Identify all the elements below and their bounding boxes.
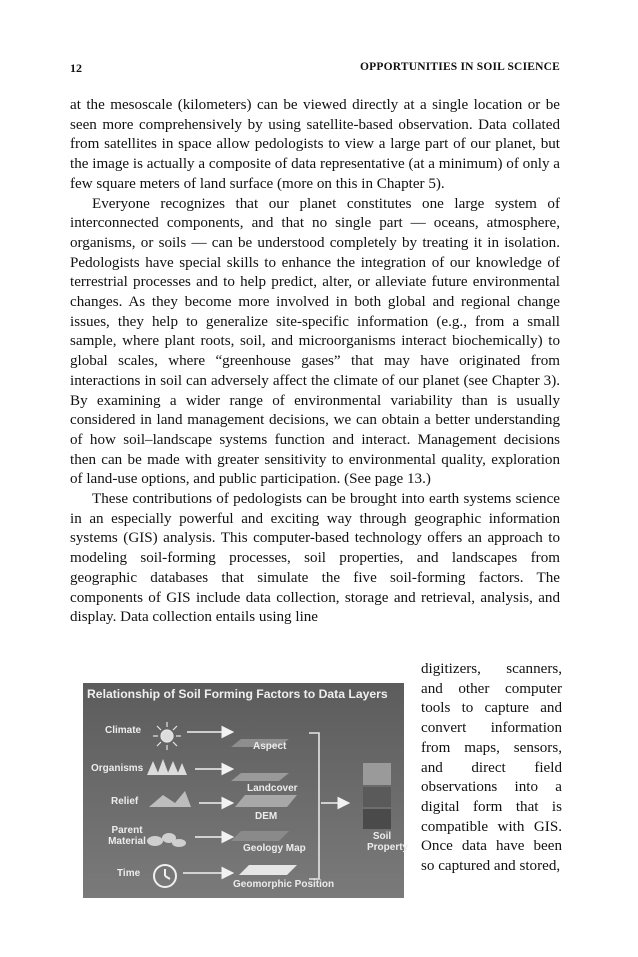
- layer-label-dem: DEM: [255, 811, 278, 822]
- layer-label-aspect: Aspect: [253, 741, 287, 752]
- layer-label-landcover: Landcover: [247, 783, 298, 794]
- factor-label-relief: Relief: [111, 796, 139, 807]
- sun-icon: [153, 722, 181, 750]
- factor-label-climate: Climate: [105, 725, 142, 736]
- factor-label-time: Time: [117, 868, 141, 879]
- layer-label-geology-map: Geology Map: [243, 843, 306, 854]
- soil-property-block: [363, 763, 391, 829]
- figure-soil-factors-diagram: [83, 683, 409, 898]
- figure-background: [83, 683, 409, 898]
- body-text: [70, 96, 560, 628]
- figure-title: Relationship of Soil Forming Factors to Data Layers: [87, 687, 388, 701]
- result-label-soil-property: Soil Property: [367, 831, 409, 853]
- page-number: 12: [70, 61, 82, 75]
- factor-label-parent-material: Parent Material: [108, 825, 146, 847]
- figure-graphics: [83, 683, 409, 898]
- running-head: OPPORTUNITIES IN SOIL SCIENCE: [360, 61, 560, 73]
- paragraph-continuation: digitizers, scanners, and other computer tools to capture and convert information from maps, sensors, and direct field observations into a digital form that is compatible with GIS. Once data have been so captured and stored,: [421, 661, 562, 875]
- page-header: [70, 61, 560, 77]
- wrapped-text-column: [421, 660, 562, 877]
- layer-label-geomorphic-position: Geomorphic Position: [233, 879, 335, 890]
- factor-label-organisms: Organisms: [91, 763, 144, 774]
- paragraph: Everyone recognizes that our planet constitutes one large system of interconnected components, and that no single part — oceans, atmosphere, organisms, or soils — can be understood completely by treating it in isolation. Pedologists have special skills to enhance the integration of our knowledge of terrestrial processes and to help predict, alter, or alleviate future environmental changes. As they become more involved in both global and regional change issues, they help to generalize site-specific information (e.g., from a small sample, where plant roots, soil, and microorganisms interact biochemically) to global scales, where “greenhouse gases” that may have originated from interactions in soil can adversely affect the climate of our planet (see Chapter 3). By examining a wider range of environmental variability than is usually considered in land management decisions, we can obtain a better understanding of how soil–landscape systems function and interact. Management decisions then can be made with greater sensitivity to environmental quality, exploration of land-use options, and public participation. (See page 13.): [70, 195, 560, 488]
- paragraph: at the mesoscale (kilometers) can be viewed directly at a single location or be seen more comprehensively by using satellite-based observation. Data collated from satellites in space allow pedologists to view a large part of our planet, but the image is actually a composite of data representative (at a minimum) of only a few square meters of land surface (more on this in Chapter 5).: [70, 97, 560, 192]
- paragraph: These contributions of pedologists can be brought into earth systems science in an especially powerful and exciting way through geographic information systems (GIS) analysis. This computer-based technology offers an approach to modeling soil-forming processes, soil properties, and landscapes from geographic databases that simulate the five soil-forming factors. The components of GIS include data collection, storage and retrieval, analysis, and display. Data collection entails using line: [70, 491, 560, 626]
